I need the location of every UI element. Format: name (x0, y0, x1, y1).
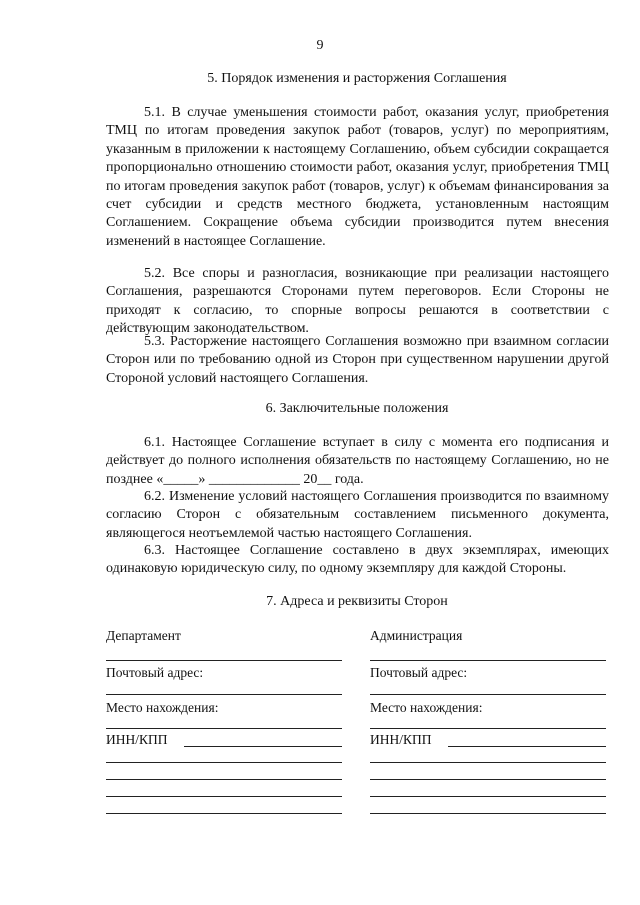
section-6-title: 6. Заключительные положения (265, 401, 449, 416)
administration-requisites (370, 628, 606, 828)
signature-line (106, 660, 342, 661)
signature-line (106, 813, 342, 814)
signature-line (370, 660, 606, 661)
signature-line (106, 694, 342, 695)
section-5-title: 5. Порядок изменения и расторжения Соглашения (207, 71, 507, 86)
signature-line (370, 779, 606, 780)
clause-6-2: 6.2. Изменение условий настоящего Соглашения производится по взаимному согласию Сторон с обязательным составлением письменного документа, являющегося неотъемлемой частью настоящего Соглашения. (106, 489, 609, 541)
location-label: Место нахождения: (106, 700, 219, 715)
signature-line (106, 762, 342, 763)
postal-address-label: Почтовый адрес: (370, 665, 468, 680)
signature-line (370, 728, 606, 729)
inn-kpp-line (448, 746, 606, 747)
clause-5-2: 5.2. Все споры и разногласия, возникающие при реализации настоящего Соглашения, разрешаются Сторонами путем переговоров. Если Стороны не приходят к согласию, то спорные вопросы решаются в соответствии с действующим законодательством. (106, 266, 609, 337)
inn-kpp-label: ИНН/КПП (370, 732, 432, 747)
section-7-title: 7. Адреса и реквизиты Сторон (266, 594, 448, 609)
signature-line (106, 728, 342, 729)
location-label: Место нахождения: (370, 700, 483, 715)
clause-5-3: 5.3. Расторжение настоящего Соглашения возможно при взаимном согласии Сторон или по требованию одной из Сторон при существенном нарушении другой Стороной условий настоящего Соглашения. (106, 334, 609, 386)
clause-6-3: 6.3. Настоящее Соглашение составлено в двух экземплярах, имеющих одинаковую юридическую силу, по одному экземпляру для каждой Стороны. (106, 543, 609, 577)
signature-line (370, 694, 606, 695)
page-number: 9 (316, 38, 324, 53)
clause-5-1: 5.1. В случае уменьшения стоимости работ, оказания услуг, приобретения ТМЦ по итогам проведения закупок работ (товаров, услуг) по мероприятиям, указанным в приложении к настоящему Соглашению, объем субсидии сокращается пропорционально отношению стоимости работ, оказания услуг, приобретения ТМЦ по итогам проведения закупок работ (товаров, услуг) к объемам финансирования за счет субсидии и средств местного бюджета, установленным настоящим Соглашением. Сокращение объема субсидии производится путем внесения изменений в настоящее Соглашение. (106, 105, 609, 249)
signature-line (370, 762, 606, 763)
signature-line (370, 796, 606, 797)
department-label: Департамент (106, 628, 181, 643)
signature-line (370, 813, 606, 814)
inn-kpp-label: ИНН/КПП (106, 732, 168, 747)
signature-line (106, 779, 342, 780)
department-requisites (106, 628, 342, 828)
administration-label: Администрация (370, 628, 463, 643)
inn-kpp-line (184, 746, 342, 747)
postal-address-label: Почтовый адрес: (106, 665, 204, 680)
clause-6-1: 6.1. Настоящее Соглашение вступает в силу с момента его подписания и действует до полного исполнения обязательств по настоящему Соглашению, но не позднее «_____» _____________ 20__ года. (106, 435, 609, 487)
signature-line (106, 796, 342, 797)
